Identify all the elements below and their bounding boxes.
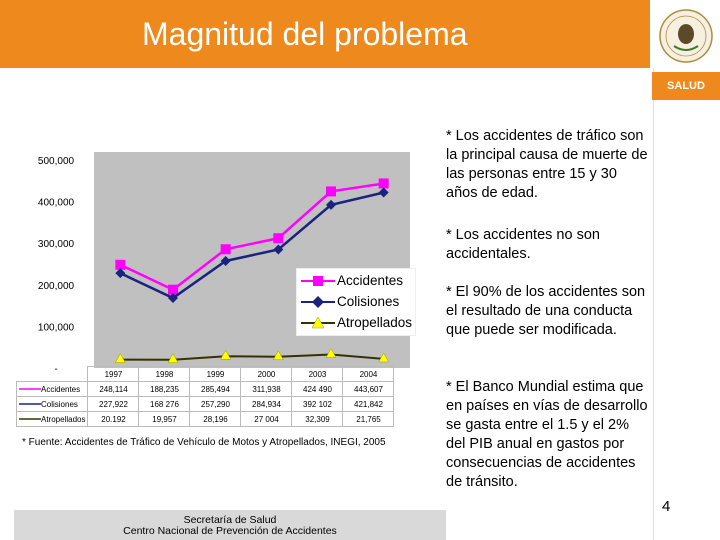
- table-cell: 443,607: [343, 382, 394, 397]
- table-row-label: [17, 382, 88, 397]
- table-header-row: [17, 367, 394, 382]
- table-cell: 168 276: [139, 397, 190, 412]
- table-row: [17, 382, 394, 397]
- note-3: * El 90% de los accidentes son el resultado de una conducta que puede ser modificada.: [446, 284, 646, 338]
- series-name: Colisiones: [41, 399, 78, 409]
- table-row: [17, 412, 394, 427]
- table-cell: 20.192: [88, 412, 139, 427]
- side-divider: [653, 68, 720, 540]
- series-name: Accidentes: [41, 384, 81, 394]
- table-cell: 257,290: [190, 397, 241, 412]
- chart-legend: [296, 268, 416, 336]
- legend-label: Atropellados: [337, 315, 413, 330]
- table-cell: 21,765: [343, 412, 394, 427]
- page-title: Magnitud del problema: [142, 16, 468, 52]
- table-cell: 188,235: [139, 382, 190, 397]
- legend-label: Colisiones: [337, 294, 400, 309]
- title-bar: [0, 0, 650, 68]
- x-tick-label: 1997: [88, 367, 139, 382]
- y-tick-label: 400,000: [37, 197, 75, 209]
- note-1: * Los accidentes de tráfico son la principal causa de muerte de las personas entre 15 y 30 años de edad.: [446, 128, 648, 201]
- series-swatch: [19, 400, 41, 408]
- data-point: [326, 186, 336, 196]
- table-cell: 19,957: [139, 412, 190, 427]
- table-cell: 424 490: [292, 382, 343, 397]
- table-cell: 285,494: [190, 382, 241, 397]
- x-tick-label: 2003: [292, 367, 343, 382]
- footer: [14, 510, 446, 540]
- table-cell: 311,938: [241, 382, 292, 397]
- salud-logo: SALUD: [652, 72, 720, 100]
- y-tick-label: 100,000: [37, 322, 75, 334]
- y-tick-label: -: [54, 364, 58, 375]
- table-cell: 28,196: [190, 412, 241, 427]
- legend-swatch: [301, 271, 335, 291]
- page-number: 4: [662, 498, 671, 515]
- footer-line-2: Centro Nacional de Prevención de Accidentes: [123, 525, 337, 537]
- y-tick-label: 500,000: [37, 156, 75, 167]
- coat-of-arms-icon: [658, 8, 714, 69]
- y-tick-label: 200,000: [37, 280, 75, 292]
- table-row: [17, 397, 394, 412]
- table-row-label: [17, 412, 88, 427]
- table-cell: 27 004: [241, 412, 292, 427]
- series-swatch: [19, 415, 41, 423]
- table-row-label: [17, 397, 88, 412]
- source-note: * Fuente: Accidentes de Tráfico de Vehículo de Motos y Atropellados, INEGI, 2005: [22, 437, 386, 448]
- table-cell: 284,934: [241, 397, 292, 412]
- series-name: Atropellados: [41, 414, 86, 424]
- table-cell: 227,922: [88, 397, 139, 412]
- series-swatch: [19, 385, 41, 393]
- note-2: * Los accidentes no son accidentales.: [446, 227, 600, 262]
- table-cell: 392 102: [292, 397, 343, 412]
- x-tick-label: 1999: [190, 367, 241, 382]
- legend-swatch: [301, 292, 335, 312]
- legend-label: Accidentes: [337, 273, 404, 288]
- data-point: [221, 244, 231, 254]
- data-point: [379, 178, 389, 188]
- table-cell: 32,309: [292, 412, 343, 427]
- data-table: [16, 366, 394, 427]
- legend-swatch: [301, 313, 335, 333]
- x-tick-label: 2004: [343, 367, 394, 382]
- table-corner: [17, 367, 88, 382]
- y-tick-label: 300,000: [37, 239, 75, 251]
- table-cell: 421,842: [343, 397, 394, 412]
- x-tick-label: 1998: [139, 367, 190, 382]
- x-tick-label: 2000: [241, 367, 292, 382]
- table-cell: 248,114: [88, 382, 139, 397]
- footer-line-1: Secretaría de Salud: [183, 514, 277, 526]
- data-point: [273, 233, 283, 243]
- note-4: * El Banco Mundial estima que en países en vías de desarrollo se gasta entre el 1.5 y el 2% del PIB anual en gastos por consecuencias de accidentes de tránsito.: [446, 379, 648, 490]
